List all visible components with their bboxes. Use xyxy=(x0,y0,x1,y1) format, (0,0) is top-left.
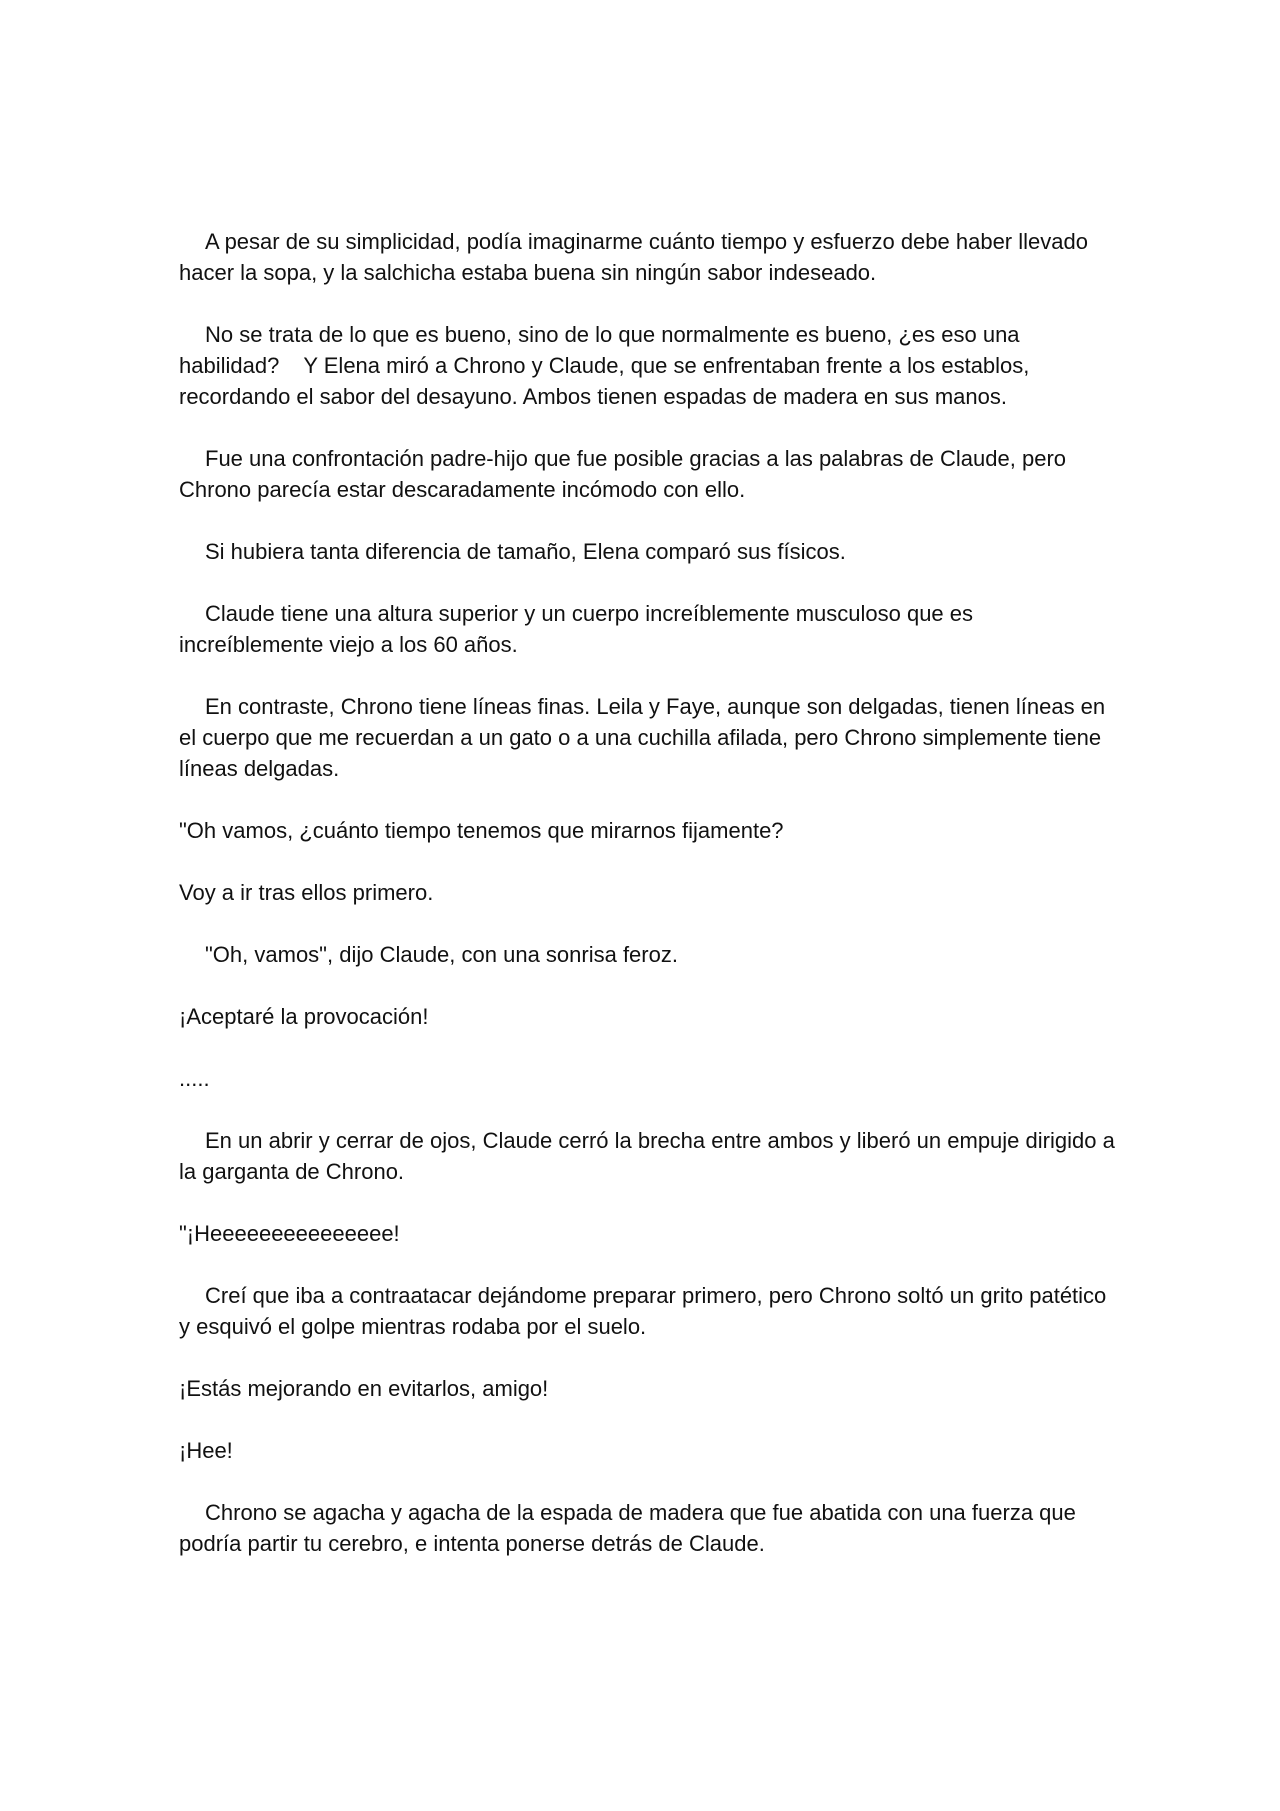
paragraph: Claude tiene una altura superior y un cuerpo increíblemente musculoso que es increíblemente viejo a los 60 años. xyxy=(179,601,974,657)
dialogue-line: ¡Estás mejorando en evitarlos, amigo! xyxy=(179,1376,549,1401)
paragraph: Fue una confrontación padre-hijo que fue posible gracias a las palabras de Claude, pero Chrono parecía estar descaradamente incómodo con ello. xyxy=(179,446,1067,502)
paragraph: Si hubiera tanta diferencia de tamaño, Elena comparó sus físicos. xyxy=(205,539,846,564)
paragraph: En un abrir y cerrar de ojos, Claude cerró la brecha entre ambos y liberó un empuje dirigido a la garganta de Chrono. xyxy=(179,1128,1115,1184)
dialogue-line: "¡Heeeeeeeeeeeeeee! xyxy=(179,1221,400,1246)
paragraph: Creí que iba a contraatacar dejándome preparar primero, pero Chrono soltó un grito patético y esquivó el golpe mientras rodaba por el suelo. xyxy=(179,1283,1107,1339)
dialogue-line: ¡Hee! xyxy=(179,1438,233,1463)
dialogue-line: "Oh vamos, ¿cuánto tiempo tenemos que mirarnos fijamente? xyxy=(179,818,784,843)
document-page xyxy=(179,226,1119,1559)
paragraph: En contraste, Chrono tiene líneas finas. Leila y Faye, aunque son delgadas, tienen líneas en el cuerpo que me recuerdan a un gato o a una cuchilla afilada, pero Chrono simplemente tiene líneas delgadas. xyxy=(179,694,1106,781)
paragraph: Chrono se agacha y agacha de la espada de madera que fue abatida con una fuerza que podría partir tu cerebro, e intenta ponerse detrás de Claude. xyxy=(179,1500,1076,1556)
dialogue-line: Voy a ir tras ellos primero. xyxy=(179,880,434,905)
scene-break: ..... xyxy=(179,1066,210,1091)
paragraph: "Oh, vamos", dijo Claude, con una sonrisa feroz. xyxy=(205,942,678,967)
dialogue-line: ¡Aceptaré la provocación! xyxy=(179,1004,429,1029)
paragraph: No se trata de lo que es bueno, sino de lo que normalmente es bueno, ¿es eso una habilidad? Y Elena miró a Chrono y Claude, que se enfrentaban frente a los establos, recordando el sabor del desayuno. Ambos tienen espadas de madera en sus manos. xyxy=(179,322,1030,409)
paragraph: A pesar de su simplicidad, podía imaginarme cuánto tiempo y esfuerzo debe haber llevado hacer la sopa, y la salchicha estaba buena sin ningún sabor indeseado. xyxy=(179,229,1088,285)
